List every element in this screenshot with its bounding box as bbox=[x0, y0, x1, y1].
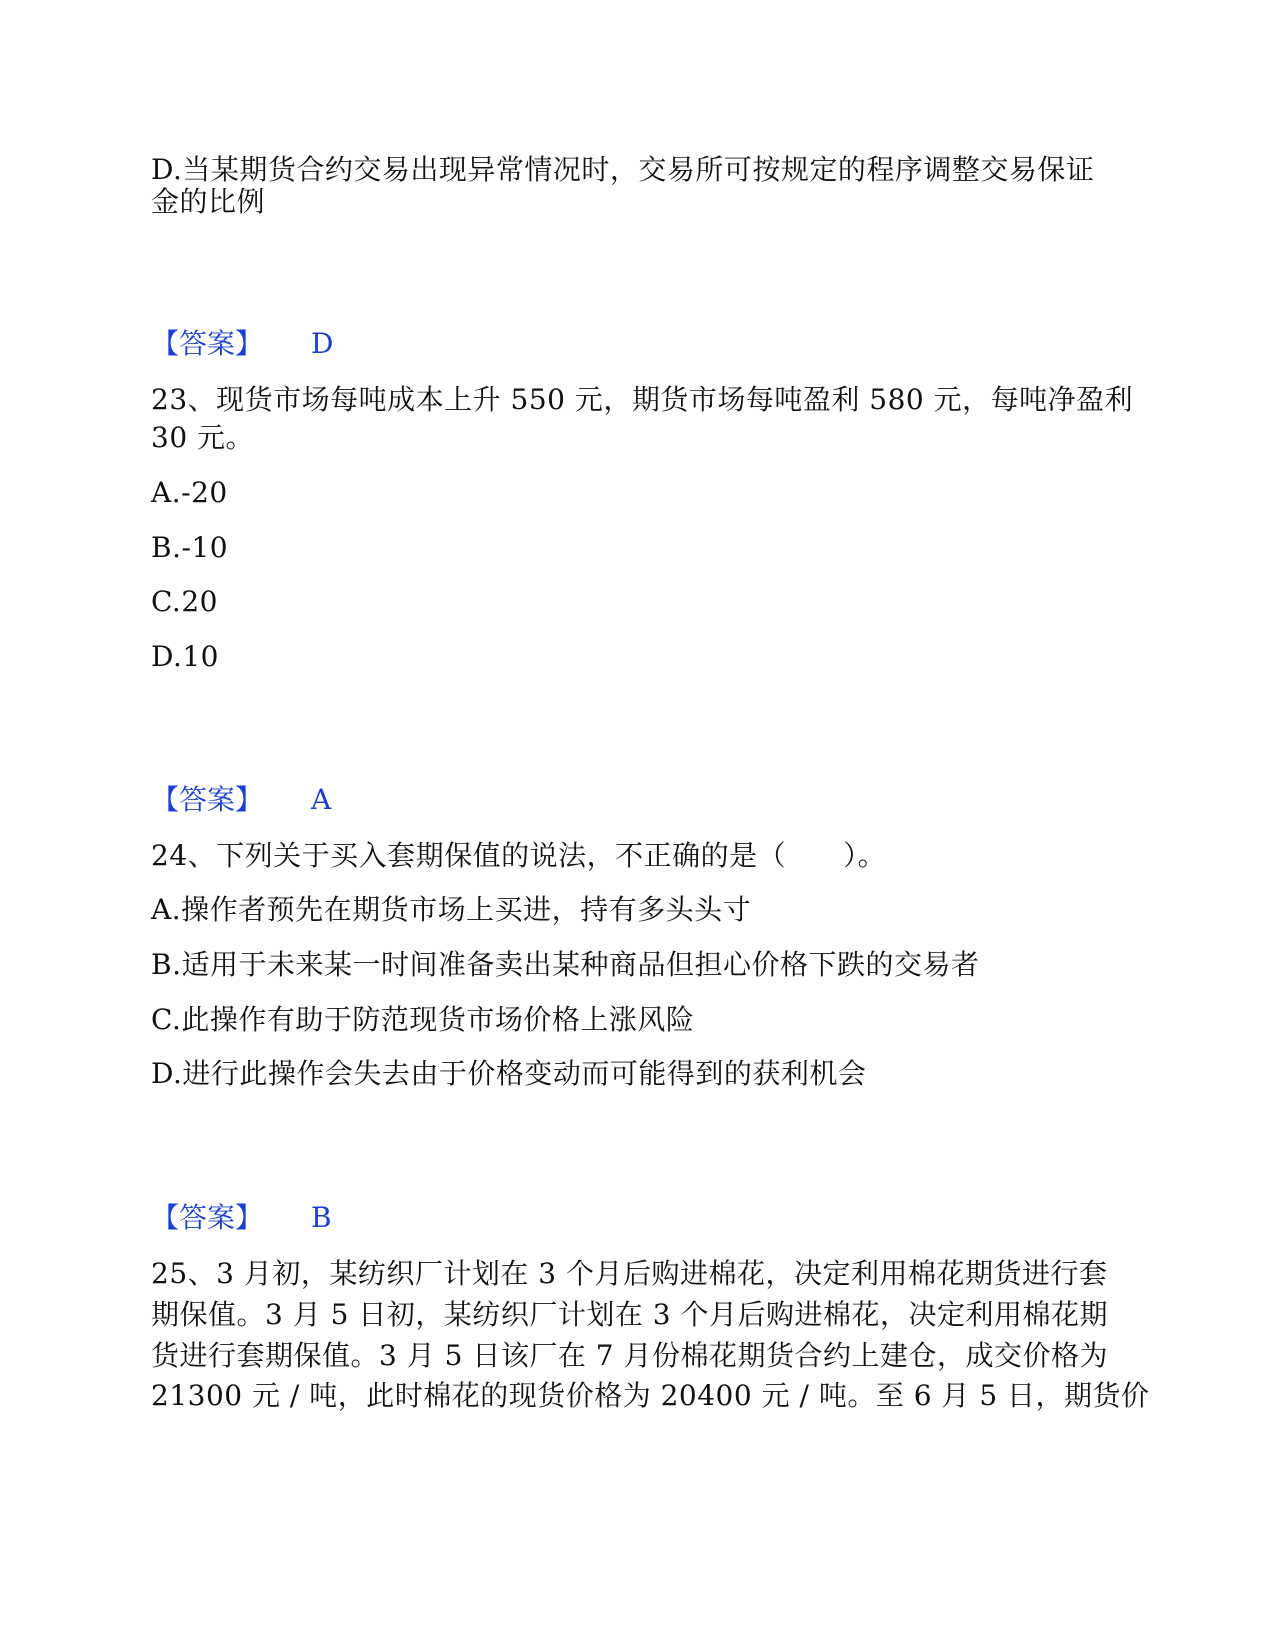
q25-stem-line2: 期保值。3 月 5 日初，某纺织厂计划在 3 个月后购进棉花，决定利用棉花期 bbox=[151, 1298, 1108, 1331]
answer-value: A bbox=[311, 783, 332, 816]
q24-option-c: C.此操作有助于防范现货市场价格上涨风险 bbox=[151, 1003, 695, 1036]
q25-stem-line3: 货进行套期保值。3 月 5 日该厂在 7 月份棉花期货合约上建仓，成交价格为 bbox=[151, 1339, 1108, 1372]
q24-answer bbox=[151, 1198, 332, 1238]
answer-tag: 【答案】 bbox=[151, 1201, 264, 1234]
q23-option-c: C.20 bbox=[151, 585, 218, 618]
q24-option-a: A.操作者预先在期货市场上买进，持有多头头寸 bbox=[151, 893, 752, 926]
q23-option-a: A.-20 bbox=[151, 476, 228, 509]
q22-option-d-line2: 金的比例 bbox=[151, 185, 266, 218]
q24-option-d: D.进行此操作会失去由于价格变动而可能得到的获利机会 bbox=[151, 1057, 867, 1090]
q23-option-b: B.-10 bbox=[151, 531, 229, 564]
q22-answer bbox=[151, 324, 333, 364]
q23-stem-line2: 30 元。 bbox=[151, 421, 255, 454]
q23-stem-line1: 23、现货市场每吨成本上升 550 元，期货市场每吨盈利 580 元，每吨净盈利 bbox=[151, 383, 1134, 416]
answer-tag: 【答案】 bbox=[151, 327, 264, 360]
answer-value: B bbox=[311, 1201, 332, 1234]
q23-option-d: D.10 bbox=[151, 640, 219, 673]
q23-answer bbox=[151, 780, 331, 820]
answer-tag: 【答案】 bbox=[151, 783, 264, 816]
q25-stem-line1: 25、3 月初，某纺织厂计划在 3 个月后购进棉花，决定利用棉花期货进行套 bbox=[151, 1257, 1108, 1290]
q24-stem: 24、下列关于买入套期保值的说法，不正确的是（ ）。 bbox=[151, 839, 887, 872]
q24-option-b: B.适用于未来某一时间准备卖出某种商品但担心价格下跌的交易者 bbox=[151, 948, 980, 981]
q22-option-d-line1: D.当某期货合约交易出现异常情况时，交易所可按规定的程序调整交易保证 bbox=[151, 153, 1095, 186]
q25-stem-line4: 21300 元 / 吨，此时棉花的现货价格为 20400 元 / 吨。至 6 月 5 日，期货价 bbox=[151, 1379, 1150, 1412]
answer-value: D bbox=[311, 327, 334, 360]
